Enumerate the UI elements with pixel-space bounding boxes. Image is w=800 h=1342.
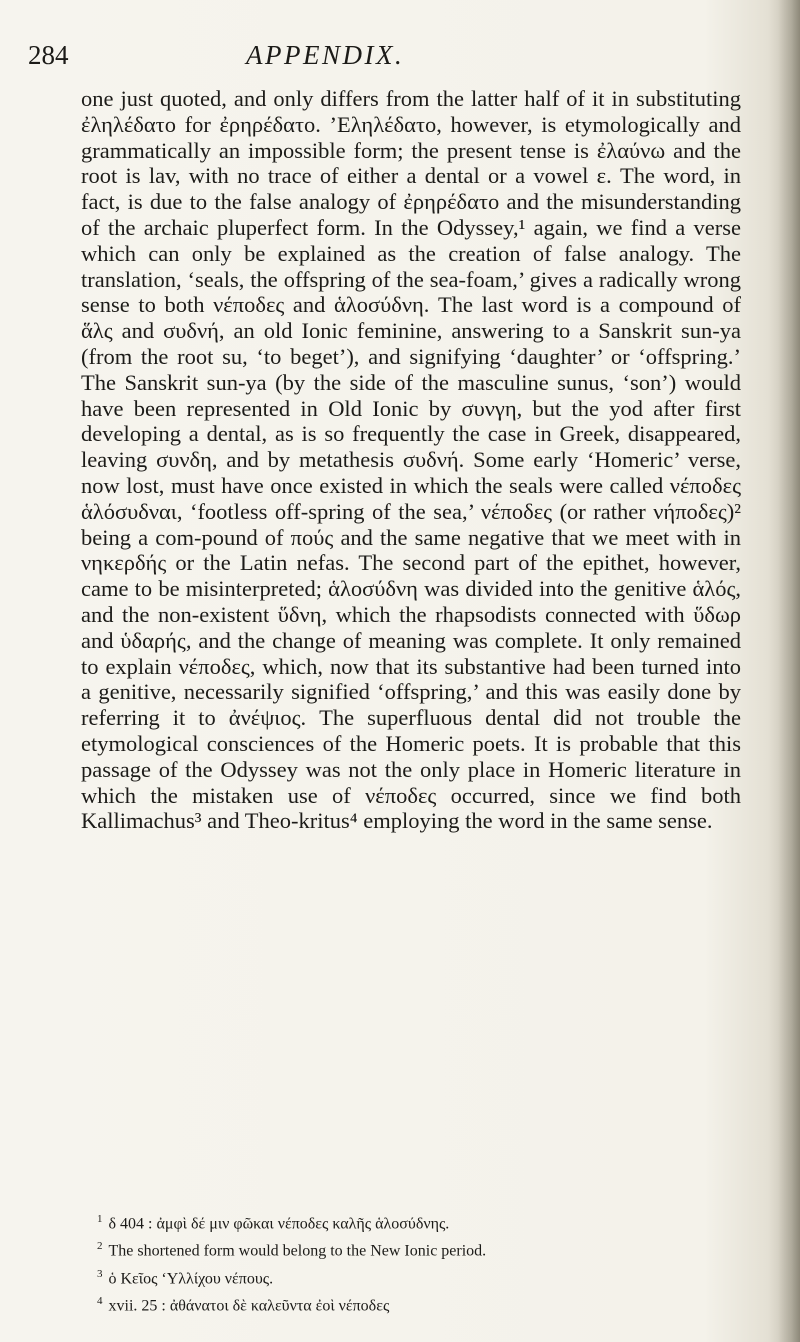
footnotes xyxy=(81,1208,741,1317)
footnote-marker: 1 xyxy=(97,1213,103,1225)
page-number: 284 xyxy=(28,40,69,70)
page-edge-shadow xyxy=(778,0,800,1342)
footnote-text: ὁ Κεῖος ‘Υλλίχου νέπους. xyxy=(108,1269,274,1287)
footnote-marker: 4 xyxy=(97,1294,103,1307)
footnote-text: δ 404 : ἀμφὶ δέ μιν φῶκαι νέποδες καλῆς ἁλοσύδνης. xyxy=(108,1215,450,1233)
footnote-4 xyxy=(81,1290,741,1317)
footnote-marker: 3 xyxy=(97,1267,103,1280)
footnote-2 xyxy=(81,1235,741,1262)
footnote-text: The shortened form would belong to the New Ionic period. xyxy=(108,1242,487,1260)
footnote-marker: 2 xyxy=(97,1240,103,1253)
running-head: APPENDIX. xyxy=(246,40,405,70)
footnote-3 xyxy=(81,1263,741,1290)
page-header xyxy=(28,36,748,76)
body-text xyxy=(81,86,741,834)
footnote-1 xyxy=(81,1208,741,1235)
body-paragraph: one just quoted, and only differs from the latter half of it in substituting ἐληλέδατο for ἐρηρέδατο. ’Εληλέδατο, however, is etymologically and grammatically an impossible form; the present tense is ἐλαύνω and the root is lav, with no trace of either a dental or a vowel ε. The word, in fact, is due to the false analogy of ἐρηρέδατο and the misunderstanding of the archaic pluperfect form. In the Odyssey,¹ again, we find a verse which can only be explained as the creation of false analogy. The translation, ‘seals, the offspring of the sea-foam,’ gives a radically wrong sense to both νέποδες and ἁλοσύδνη. The last word is a compound of ἅλς and συδνή, an old Ionic feminine, answering to a Sanskrit sun-ya (from the root su, ‘to beget’), and signifying ‘daughter’ or ‘offspring.’ The Sanskrit sun-ya (by the side of the masculine sunus, ‘son’) would have been represented in Old Ionic by συνγη, but the yod after first developing a dental, as is so frequently the case in Greek, disappeared, leaving συνδη, and by metathesis συδνή. Some early ‘Homeric’ verse, now lost, must have once existed in which the seals were called νέποδες ἁλόσυδναι, ‘footless off-spring of the sea,’ νέποδες (or rather νήποδες)² being a com-pound of πούς and the same negative that we meet with in νηκερδής or the Latin nefas. The second part of the epithet, however, came to be misinterpreted; ἁλοσύδνη was divided into the genitive ἁλός, and the non-existent ὕδνη, which the rhapsodists connected with ὕδωρ and ὑδαρής, and the change of meaning was complete. It only remained to explain νέποδες, which, now that its substantive had been turned into a genitive, necessarily signified ‘offspring,’ and this was easily done by referring it to ἀνέψιος. The superfluous dental did not trouble the etymological consciences of the Homeric poets. It is probable that this passage of the Odyssey was not the only place in Homeric literature in which the mistaken use of νέποδες occurred, since we find both Kallimachus³ and Theo-kritus⁴ employing the word in the same sense. xyxy=(81,86,741,834)
footnote-text: xvii. 25 : ἀθάνατοι δὲ καλεῦντα ἐοὶ νέποδες xyxy=(108,1297,390,1315)
